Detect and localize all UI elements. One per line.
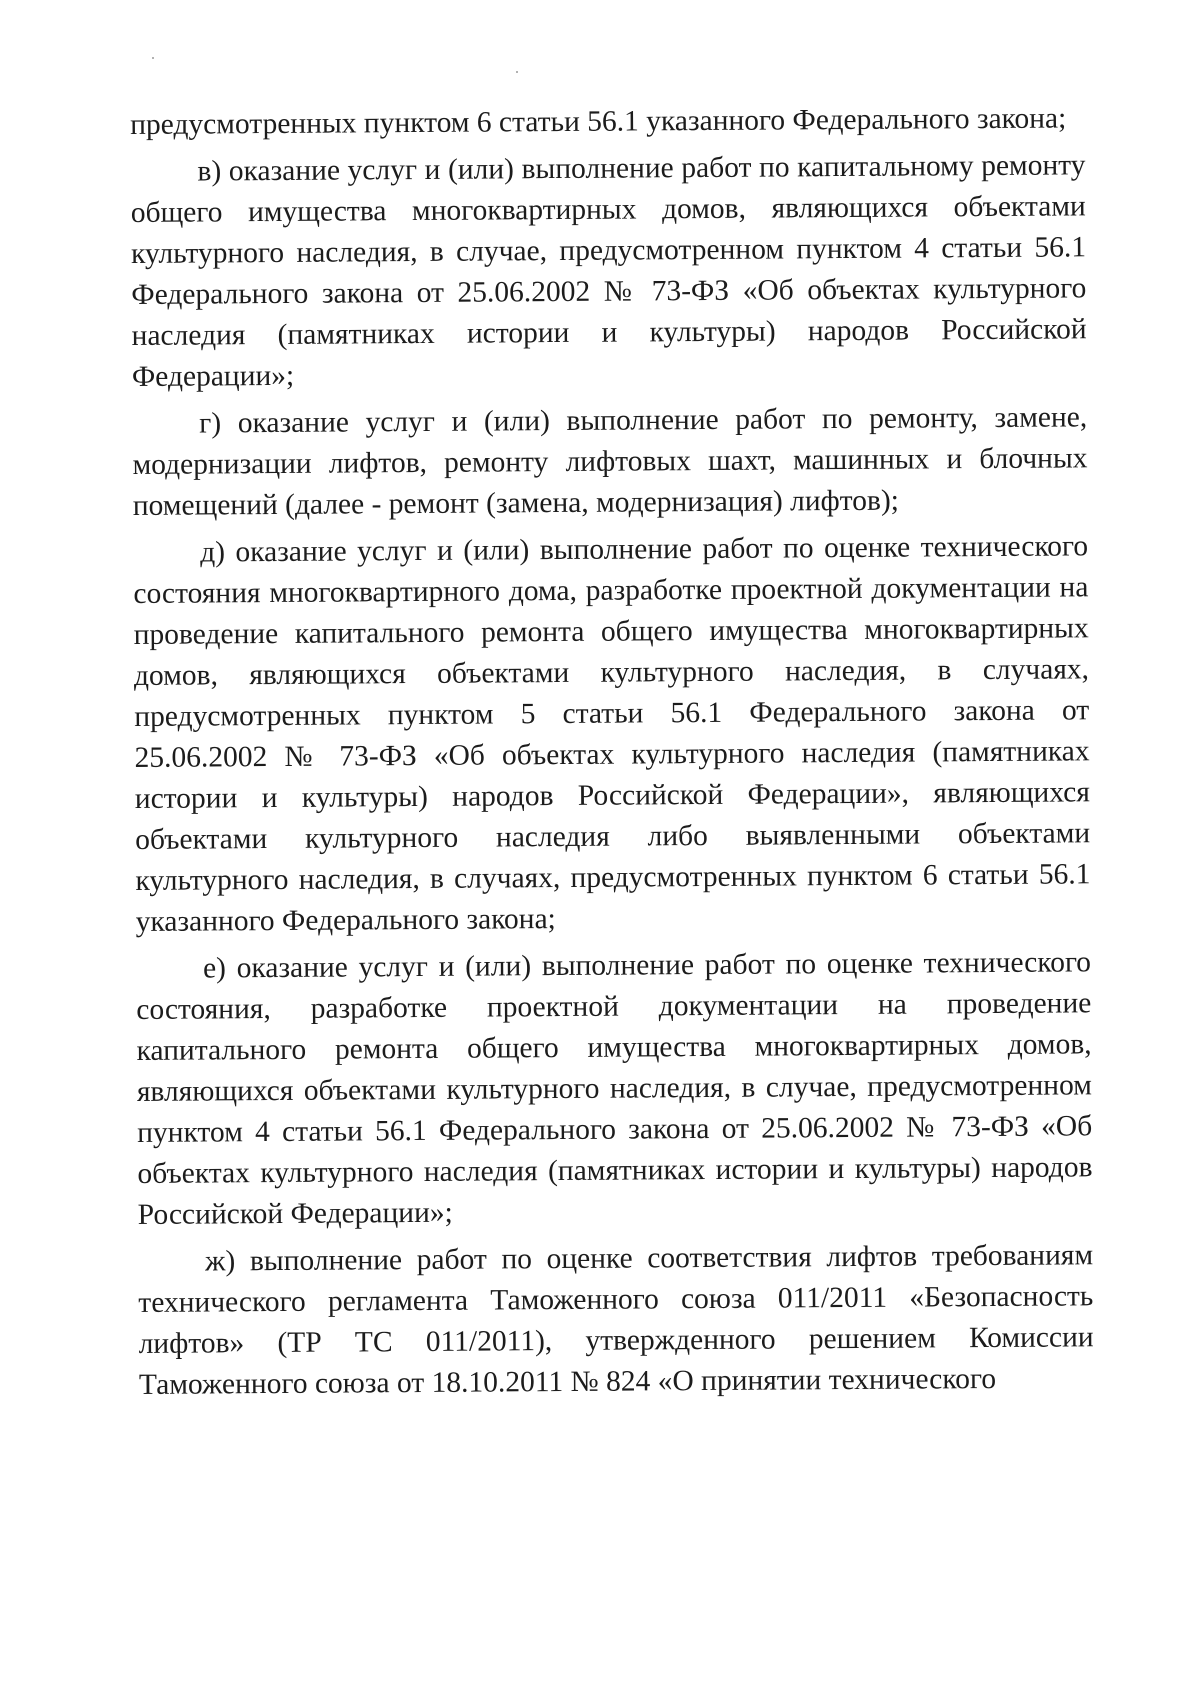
paragraph-item-g: г) оказание услуг и (или) выполнение работ по ремонту, замене, модернизации лифтов, ремонту лифтовых шахт, машинных и блочных помещений (далее - ремонт (замена, модернизация) лифтов);	[132, 401, 1088, 522]
paragraph-item-e: е) оказание услуг и (или) выполнение работ по оценке технического состояния, разработке проектной документации на проведение капитального ремонта общего имущества многоквартирных домов, являющихся объектами культурного наследия, в случае, предусмотренном пунктом 4 статьи 56.1 Федерального закона от 25.06.2002 № 73-ФЗ «Об объектах культурного наследия (памятниках истории и культуры) народов Российской Федерации»;	[136, 946, 1093, 1231]
scan-speck	[516, 71, 518, 73]
scan-speck	[152, 57, 154, 59]
paragraph-item-zh: ж) выполнение работ по оценке соответствия лифтов требованиям технического регламента Таможенного союза 011/2011 «Безопасность лифтов» (ТР ТС 011/2011), утвержденного решением Комиссии Таможенного союза от 18.10.2011 № 824 «О принятии технического	[138, 1239, 1094, 1401]
paragraph-item-v: в) оказание услуг и (или) выполнение работ по капитальному ремонту общего имущества многоквартирных домов, являющихся объектами культурного наследия, в случае, предусмотренном пунктом 4 статьи 56.1 Федерального закона от 25.06.2002 № 73-ФЗ «Об объектах культурного наследия (памятниках истории и культуры) народов Российской Федерации»;	[130, 149, 1087, 393]
paragraph-continuation: предусмотренных пунктом 6 статьи 56.1 указанного Федерального закона;	[130, 102, 1067, 141]
document-body	[130, 98, 1094, 1412]
paragraph-item-d: д) оказание услуг и (или) выполнение работ по оценке технического состояния многоквартирного дома, разработке проектной документации на проведение капитального ремонта общего имущества многоквартирных домов, являющихся объектами культурного наследия, в случаях, предусмотренных пунктом 5 статьи 56.1 Федерального закона от 25.06.2002 № 73-ФЗ «Об объектах культурного наследия (памятниках истории и культуры) народов Российской Федерации», являющихся объектами культурного наследия либо выявленными объектами культурного наследия, в случаях, предусмотренных пунктом 6 статьи 56.1 указанного Федерального закона;	[133, 530, 1091, 938]
